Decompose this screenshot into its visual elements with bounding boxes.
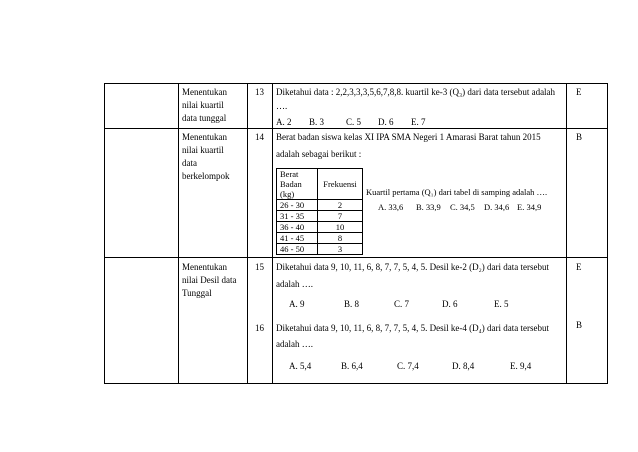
col-divider-5 — [607, 83, 608, 384]
indicator-line: Menentukan — [182, 262, 227, 272]
class-interval: 41 - 45 — [277, 233, 318, 244]
col-divider-1 — [178, 83, 179, 384]
indicator-line: nilai kuartil — [182, 100, 224, 110]
question-number: 16 — [255, 323, 264, 333]
indicator-line: data — [182, 158, 197, 168]
header-line: (kg) — [280, 189, 295, 199]
table-row — [277, 244, 363, 255]
question-number: 14 — [255, 132, 264, 142]
option-b: B. 8 — [344, 299, 360, 309]
option-c: C. 5 — [346, 117, 362, 127]
class-interval: 36 - 40 — [277, 222, 318, 233]
table-row — [277, 222, 363, 233]
header-line: Badan — [280, 179, 302, 189]
col-divider-4 — [566, 83, 567, 384]
option-b: B. 33,9 — [416, 202, 441, 212]
indicator-line: nilai kuartil — [182, 145, 224, 155]
question-text: …. — [276, 101, 288, 111]
answer-key: E — [576, 87, 582, 97]
option-a: A. 9 — [289, 299, 305, 309]
table-border-bottom — [104, 383, 608, 384]
question-text: adalah …. — [276, 339, 313, 349]
col-divider-0 — [104, 83, 105, 384]
table-row — [277, 200, 363, 211]
answer-key: B — [576, 320, 583, 330]
frequency-value: 2 — [318, 200, 363, 211]
answer-key: E — [576, 262, 582, 272]
option-a: A. 2 — [276, 117, 292, 127]
option-e: E. 9,4 — [510, 361, 532, 371]
option-d: D. 6 — [378, 117, 394, 127]
class-interval: 46 - 50 — [277, 244, 318, 255]
table-border-top — [104, 83, 608, 84]
side-question: Kuartil pertama (Q₁) dari tabel di samping adalah …. — [366, 187, 548, 197]
question-text: adalah …. — [276, 279, 313, 289]
header-line: Berat — [280, 169, 299, 179]
class-interval: 31 - 35 — [277, 211, 318, 222]
option-c: C. 7,4 — [397, 361, 419, 371]
option-a: A. 5,4 — [289, 361, 312, 371]
header-frekuensi: Frekuensi — [318, 169, 363, 200]
option-a: A. 33,6 — [378, 202, 404, 212]
frequency-table — [276, 168, 363, 255]
question-number: 13 — [255, 87, 264, 97]
answer-key: B — [576, 132, 583, 142]
table-row — [277, 233, 363, 244]
col-divider-3 — [272, 83, 273, 384]
indicator-line: nilai Desil data — [182, 275, 237, 285]
row-divider-2 — [104, 257, 608, 258]
indicator-line: berkelompok — [182, 171, 230, 181]
option-d: D. 34,6 — [484, 202, 510, 212]
option-e: E. 5 — [494, 299, 509, 309]
option-d: D. 6 — [442, 299, 458, 309]
header-berat-badan — [277, 169, 318, 200]
class-interval: 26 - 30 — [277, 200, 318, 211]
question-text: Diketahui data : 2,2,3,3,3,5,6,7,8,8. kuartil ke-3 (Q₃) dari data tersebut adalah — [276, 87, 556, 97]
option-e: E. 34,9 — [517, 202, 542, 212]
indicator-line: Menentukan — [182, 87, 227, 97]
option-b: B. 3 — [309, 117, 325, 127]
col-divider-2 — [247, 83, 248, 384]
frequency-value: 10 — [318, 222, 363, 233]
indicator-line: Tunggal — [182, 288, 212, 298]
frequency-value: 7 — [318, 211, 363, 222]
frequency-table-header — [277, 169, 363, 200]
question-text: adalah sebagai berikut : — [276, 149, 362, 159]
indicator-line: data tunggal — [182, 113, 227, 123]
table-row — [277, 211, 363, 222]
option-d: D. 8,4 — [452, 361, 475, 371]
option-b: B. 6,4 — [341, 361, 363, 371]
frequency-value: 3 — [318, 244, 363, 255]
question-number: 15 — [255, 262, 264, 272]
option-c: C. 7 — [394, 299, 410, 309]
indicator-line: Menentukan — [182, 132, 227, 142]
frequency-value: 8 — [318, 233, 363, 244]
option-c: C. 34,5 — [450, 202, 475, 212]
option-e: E. 7 — [411, 117, 426, 127]
question-text: Berat badan siswa kelas XI IPA SMA Negeri 1 Amarasi Barat tahun 2015 — [276, 132, 541, 142]
question-text: Diketahui data 9, 10, 11, 6, 8, 7, 7, 5, 4, 5. Desil ke-4 (D₄) dari data tersebut — [276, 323, 549, 333]
question-text: Diketahui data 9, 10, 11, 6, 8, 7, 7, 5, 4, 5. Desil ke-2 (D₂) dari data tersebut — [276, 262, 549, 272]
